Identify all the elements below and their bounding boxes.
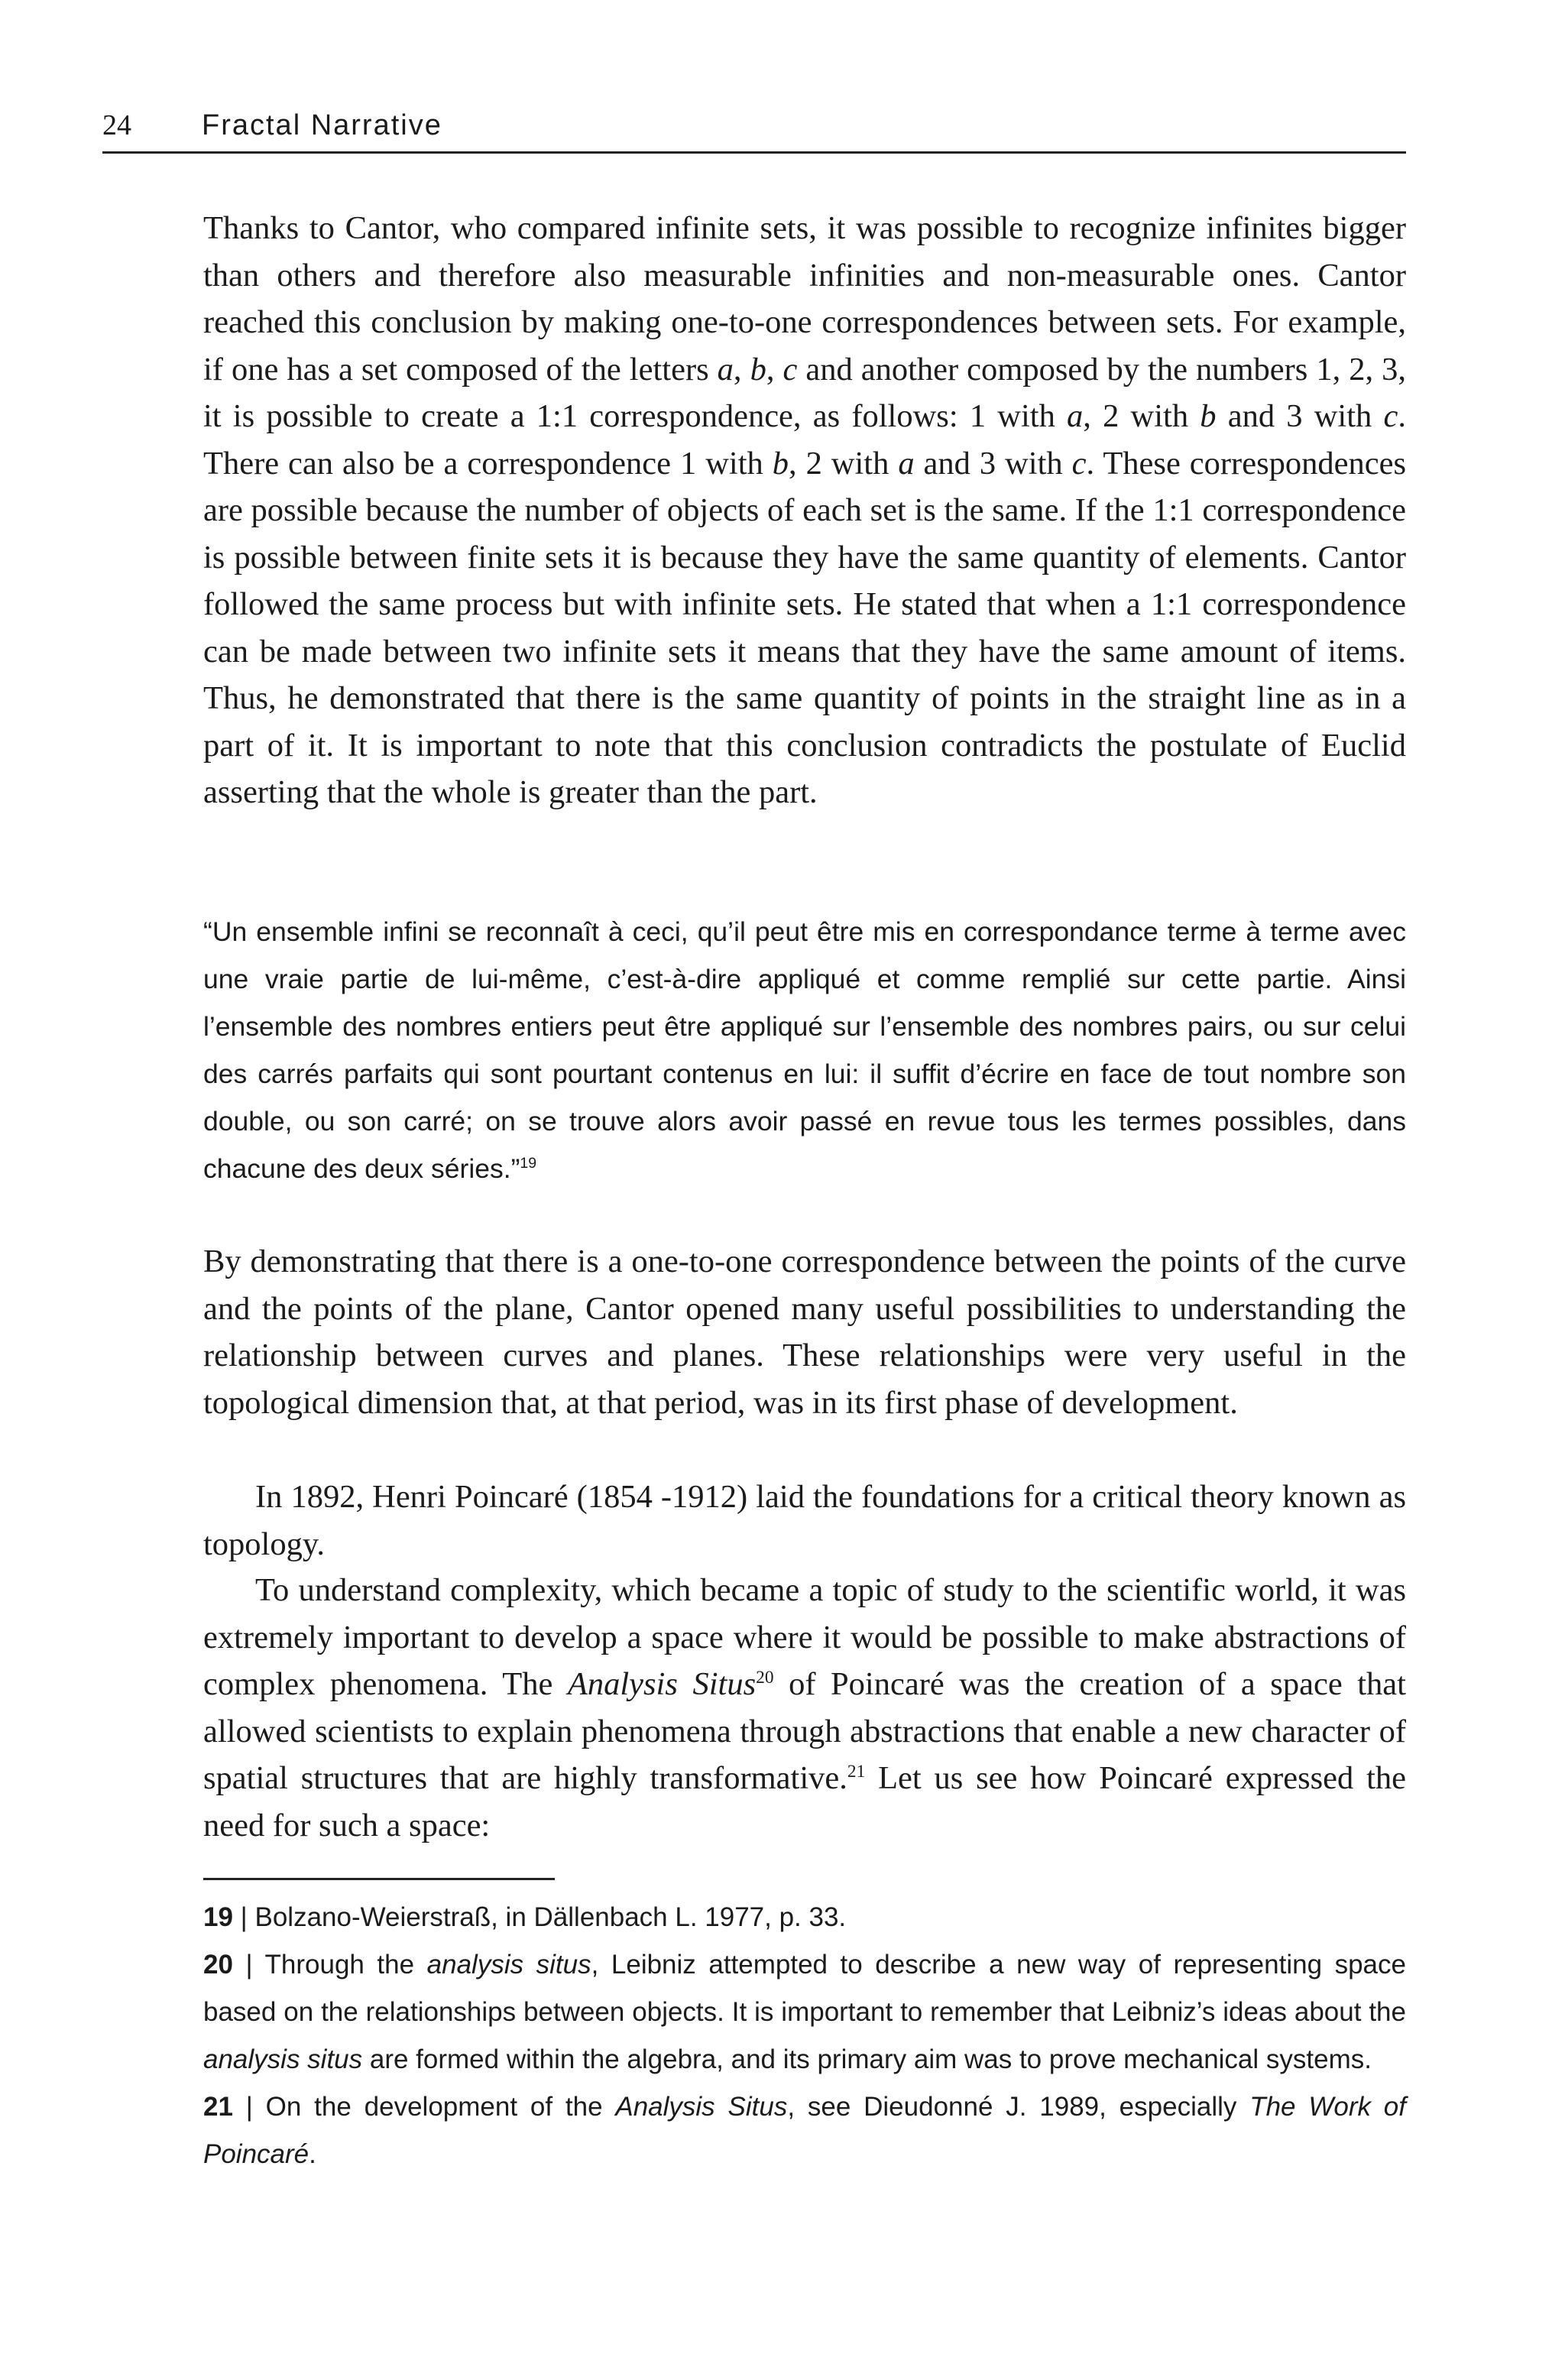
running-title: Fractal Narrative bbox=[202, 109, 442, 141]
paragraph-analysis-situs: To understand complexity, which became a topic of study to the scientific world, it was extremely important to develop a space where it would be possible to make abstractions of complex phenomena. The Analysis Situs$^{20}$ of Poincaré was the creation of a space that allowed scientists to explain phenomena through abstractions that enable a new character of spatial structures that are highly transformative.$^{21}$ Let us see how Poincaré expressed the need for such a space: bbox=[203, 1572, 1407, 1843]
footnote-21: 21 | On the development of the Analysis Situs, see Dieudonné J. 1989, especially The Work of Poincaré. bbox=[203, 2092, 1406, 2169]
footnote-19: 19 | Bolzano-Weierstraß, in Dällenbach L. 1977, p. 33. bbox=[203, 1902, 847, 1932]
paragraph-curve-plane: By demonstrating that there is a one-to-one correspondence between the points of the curve and the points of the plane, Cantor opened many useful possibilities to understanding the relationship between curves and planes. These relationships were very useful in the topological dimension that, at that period, was in its first phase of development. bbox=[203, 1244, 1406, 1421]
block-quote: “Un ensemble infini se reconnaît à ceci, qu’il peut être mis en correspondance terme à terme avec une vraie partie de lui-même, c’est-à-dire appliqué et comme remplié sur cette partie. Ainsi l’ensemble des nombres entiers peut être appliqué sur l’ensemble des nombres pairs, ou sur celui des carrés parfaits qui sont pourtant contenus en lui: il suffit d’écrire en face de tout nombre son double, ou son carré; on se trouve alors avoir passé en revue tous les termes possibles, dans chacune des deux séries.”$^{19}$ bbox=[203, 916, 1406, 1184]
footnote-ref-21[interactable]: 21 bbox=[847, 1761, 866, 1782]
paragraph-poincare-topology: In 1892, Henri Poincaré (1854 -1912) laid the foundations for a critical theory known as topology. bbox=[203, 1479, 1406, 1562]
paragraph-cantor-correspondence: Thanks to Cantor, who compared infinite sets, it was possible to recognize infinites bigger than others and therefore also measurable infinities and non-measurable ones. Cantor reached this conclusion by making one-to-one correspondences between sets. For example, if one has a set composed of the letters a, b, c and another composed by the numbers 1, 2, 3, it is possible to create a 1:1 correspondence, as follows: 1 with a, 2 with b and 3 with c. There can also be a correspondence 1 with b, 2 with a and 3 with c. These correspondences are possible because the number of objects of each set is the same. If the 1:1 correspondence is possible between finite sets it is because they have the same quantity of elements. Cantor followed the same process but with infinite sets. He stated that when a 1:1 correspondence can be made between two infinite sets it means that they have the same amount of items. Thus, he demonstrated that there is the same quantity of points in the straight line as in a part of it. It is important to note that this conclusion contradicts the postulate of Euclid asserting that the whole is greater than the part. bbox=[203, 210, 1406, 810]
footnote-ref-20[interactable]: 20 bbox=[756, 1667, 774, 1688]
footnote-ref-19[interactable]: 19 bbox=[520, 1155, 537, 1172]
footnotes bbox=[203, 1894, 1406, 2178]
footnote-divider bbox=[203, 1878, 555, 1880]
footnote-20: 20 | Through the analysis situs, Leibniz attempted to describe a new way of representing space based on the relationships between objects. It is important to remember that Leibniz’s ideas about the analysis situs are formed within the algebra, and its primary aim was to prove mechanical systems. bbox=[203, 1950, 1406, 2074]
running-head bbox=[102, 102, 1406, 154]
page-number: 24 bbox=[102, 109, 131, 141]
